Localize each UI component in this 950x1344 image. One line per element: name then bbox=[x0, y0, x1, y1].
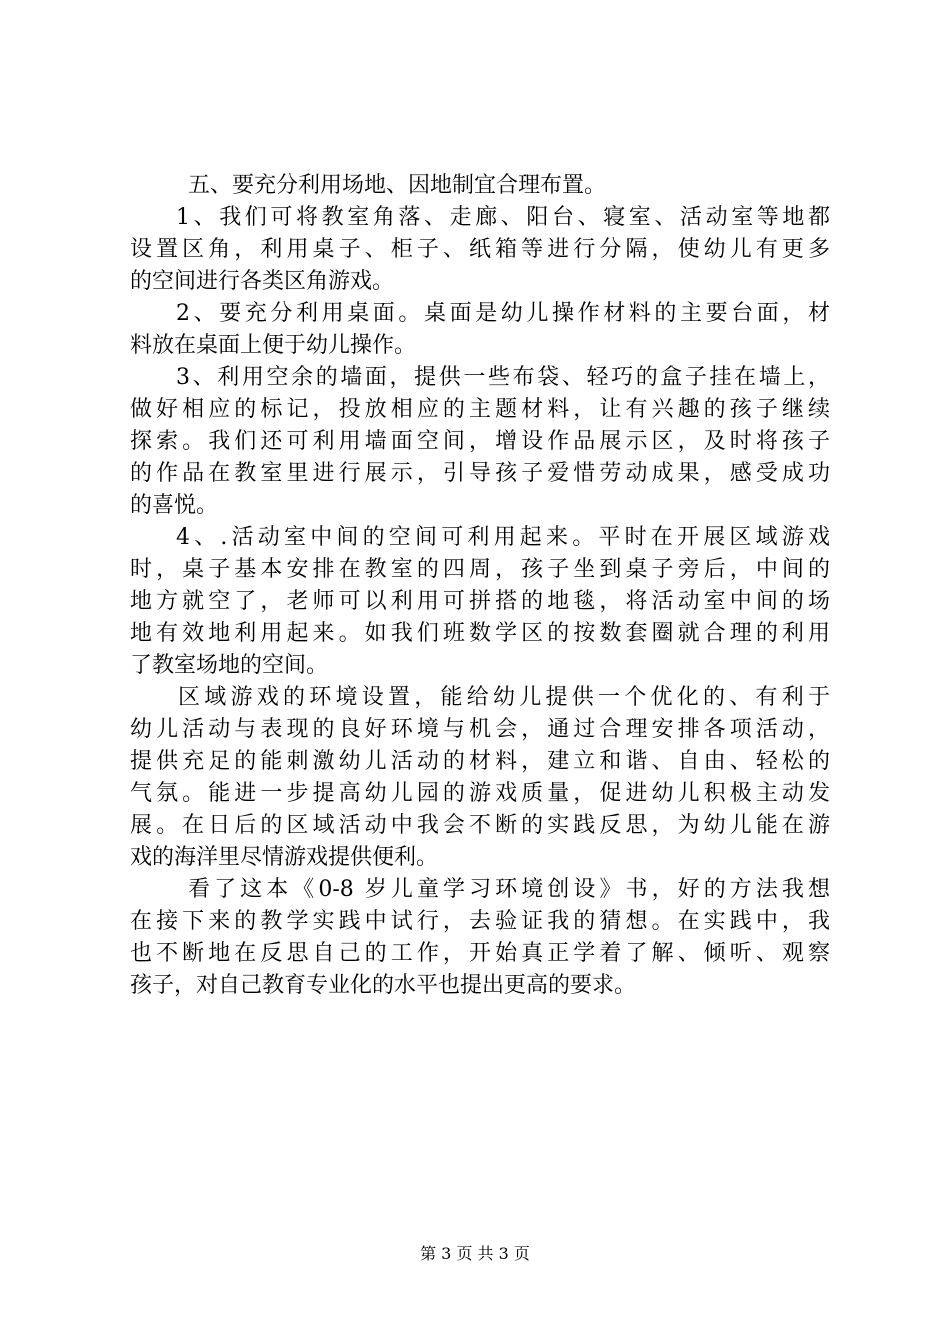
paragraph-line: 的喜悦。 bbox=[130, 493, 219, 518]
paragraph-line: 料放在桌面上便于幼儿操作。 bbox=[130, 333, 417, 358]
page-number-footer: 第 3 页 共 3 页 bbox=[420, 1244, 530, 1263]
paragraph-line: 看了这本《0-8 岁儿童学习环境创设》书，好的方法我想 bbox=[188, 877, 830, 902]
paragraph-line: 探索。我们还可利用墙面空间，增设作品展示区，及时将孩子 bbox=[130, 429, 830, 454]
paragraph-line: 了教室场地的空间。 bbox=[130, 653, 329, 678]
paragraph-line: 的作品在教室里进行展示，引导孩子爱惜劳动成果，感受成功 bbox=[130, 461, 830, 486]
paragraph-line: 区域游戏的环境设置，能给幼儿提供一个优化的、有利于 bbox=[178, 685, 830, 710]
paragraph-line: 幼儿活动与表现的良好环境与机会，通过合理安排各项活动， bbox=[130, 717, 830, 742]
paragraph-line: 气氛。能进一步提高幼儿园的游戏质量，促进幼儿积极主动发 bbox=[130, 781, 830, 806]
paragraph-line: 2、要充分利用桌面。桌面是幼儿操作材料的主要台面，材 bbox=[176, 301, 830, 326]
paragraph-line: 在接下来的教学实践中试行，去验证我的猜想。在实践中，我 bbox=[130, 909, 830, 934]
paragraph-line: 戏的海洋里尽情游戏提供便利。 bbox=[130, 845, 439, 870]
paragraph-line: 4、.活动室中间的空间可利用起来。平时在开展区域游戏 bbox=[176, 525, 830, 550]
paragraph-line: 时，桌子基本安排在教室的四周，孩子坐到桌子旁后，中间的 bbox=[130, 557, 830, 582]
paragraph-line: 地方就空了，老师可以利用可拼搭的地毯，将活动室中间的场 bbox=[130, 589, 830, 614]
paragraph-line: 孩子，对自己教育专业化的水平也提出更高的要求。 bbox=[130, 973, 637, 998]
paragraph-line: 做好相应的标记，投放相应的主题材料，让有兴趣的孩子继续 bbox=[130, 397, 830, 422]
paragraph-line: 地有效地利用起来。如我们班数学区的按数套圈就合理的利用 bbox=[130, 621, 830, 646]
paragraph-line: 3、利用空余的墙面，提供一些布袋、轻巧的盒子挂在墙上， bbox=[176, 365, 830, 390]
document-body bbox=[130, 170, 830, 1002]
paragraph-line: 也不断地在反思自己的工作，开始真正学着了解、倾听、观察 bbox=[130, 941, 830, 966]
section-heading: 五、要充分利用场地、因地制宜合理布置。 bbox=[188, 173, 607, 198]
paragraph-line: 的空间进行各类区角游戏。 bbox=[130, 269, 395, 294]
paragraph-line: 设置区角，利用桌子、柜子、纸箱等进行分隔，使幼儿有更多 bbox=[130, 237, 830, 262]
paragraph-line: 展。在日后的区域活动中我会不断的实践反思，为幼儿能在游 bbox=[130, 813, 830, 838]
paragraph-line: 1、我们可将教室角落、走廊、阳台、寝室、活动室等地都 bbox=[176, 205, 830, 230]
paragraph-line: 提供充足的能刺激幼儿活动的材料，建立和谐、自由、轻松的 bbox=[130, 749, 830, 774]
